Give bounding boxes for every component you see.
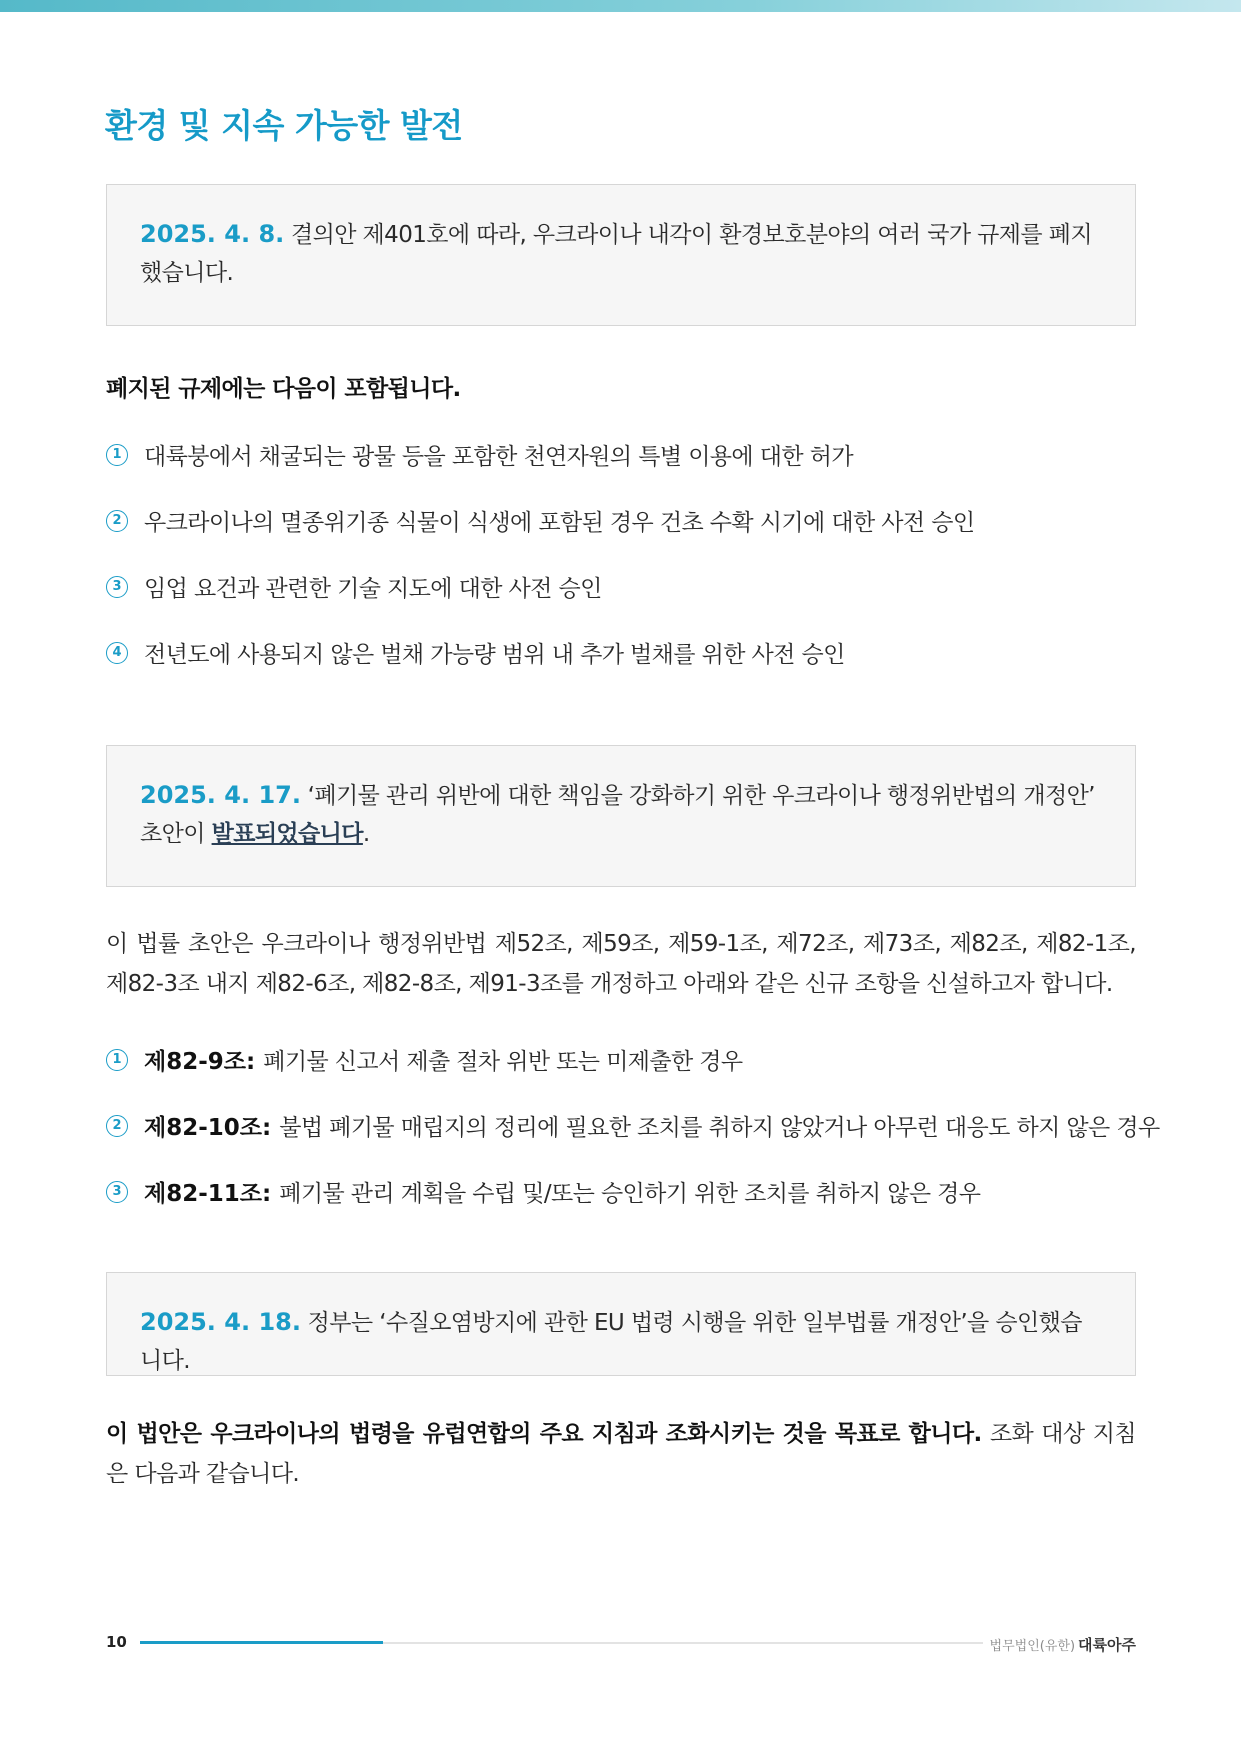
circled-number-icon: 2 bbox=[106, 1115, 128, 1137]
brand-prefix: 법무법인(유한) bbox=[989, 1639, 1076, 1654]
list-item bbox=[106, 1043, 1146, 1076]
paragraph-strong: 이 법안은 우크라이나의 법령을 유럽연합의 주요 지침과 조화시키는 것을 목표로 합니다. bbox=[106, 1421, 982, 1447]
note-date: 2025. 4. 8. bbox=[140, 220, 285, 248]
note-text: 결의안 제401호에 따라, 우크라이나 내각이 환경보호분야의 여러 국가 규제를 폐지했습니다. bbox=[140, 222, 1092, 286]
note-date: 2025. 4. 17. bbox=[140, 781, 301, 809]
note-text: 정부는 ‘수질오염방지에 관한 EU 법령 시행을 위한 일부법률 개정안’을 승인했습니다. bbox=[140, 1310, 1082, 1374]
list-item-text: 폐기물 관리 계획을 수립 및/또는 승인하기 위한 조치를 취하지 않은 경우 bbox=[279, 1181, 981, 1207]
circled-number-icon: 4 bbox=[106, 642, 128, 664]
page-number: 10 bbox=[106, 1633, 127, 1651]
list-item-text: 우크라이나의 멸종위기종 식물이 식생에 포함된 경우 건초 수확 시기에 대한 사전 승인 bbox=[144, 510, 975, 536]
list-item bbox=[106, 504, 1146, 537]
circled-number-icon: 2 bbox=[106, 510, 128, 532]
paragraph bbox=[106, 1414, 1136, 1494]
announcement-link[interactable]: 발표되었습니다 bbox=[211, 821, 363, 847]
list-item bbox=[106, 438, 1146, 471]
note-box-2 bbox=[106, 745, 1136, 887]
circled-number-icon: 3 bbox=[106, 1181, 128, 1203]
note-box-3 bbox=[106, 1272, 1136, 1376]
top-accent-bar bbox=[0, 0, 1241, 12]
list-item bbox=[106, 570, 1146, 603]
list-item bbox=[106, 1175, 1146, 1208]
note-text: ‘폐기물 관리 위반에 대한 책임을 강화하기 위한 우크라이나 행정위반법의 개정안’ 초안이 bbox=[140, 783, 1095, 847]
article-label: 제82-9조: bbox=[144, 1049, 256, 1075]
page-title: 환경 및 지속 가능한 발전 bbox=[105, 106, 463, 145]
footer-divider-accent bbox=[140, 1641, 383, 1644]
note-text-end: . bbox=[362, 821, 370, 847]
list-item bbox=[106, 636, 1146, 669]
article-label: 제82-10조: bbox=[144, 1115, 272, 1141]
footer-brand bbox=[990, 1634, 1136, 1655]
article-label: 제82-11조: bbox=[144, 1181, 272, 1207]
list-item-text: 전년도에 사용되지 않은 벌채 가능량 범위 내 추가 벌채를 위한 사전 승인 bbox=[144, 642, 845, 668]
paragraph: 이 법률 초안은 우크라이나 행정위반법 제52조, 제59조, 제59-1조, 제72조, 제73조, 제82조, 제82-1조, 제82-3조 내지 제82-6조, 제82-8조, 제91-3조를 개정하고 아래와 같은 신규 조항을 신설하고자 합니다. bbox=[106, 931, 1136, 997]
list-item bbox=[106, 1109, 1160, 1142]
note-box-1 bbox=[106, 184, 1136, 326]
list-item-text: 불법 폐기물 매립지의 정리에 필요한 조치를 취하지 않았거나 아무런 대응도 하지 않은 경우 bbox=[279, 1115, 1160, 1141]
list-item-text: 대륙붕에서 채굴되는 광물 등을 포함한 천연자원의 특별 이용에 대한 허가 bbox=[144, 444, 853, 470]
list-item-text: 폐기물 신고서 제출 절차 위반 또는 미제출한 경우 bbox=[263, 1049, 743, 1075]
list-item-text: 임업 요건과 관련한 기술 지도에 대한 사전 승인 bbox=[144, 576, 602, 602]
circled-number-icon: 1 bbox=[106, 1049, 128, 1071]
note-date: 2025. 4. 18. bbox=[140, 1308, 301, 1336]
brand-name: 대륙아주 bbox=[1078, 1636, 1136, 1654]
paragraph-rest: 조화 대상 지침은 다음과 같습니다. bbox=[106, 1421, 1136, 1487]
circled-number-icon: 3 bbox=[106, 576, 128, 598]
section-heading: 폐지된 규제에는 다음이 포함됩니다. bbox=[106, 376, 461, 402]
circled-number-icon: 1 bbox=[106, 444, 128, 466]
